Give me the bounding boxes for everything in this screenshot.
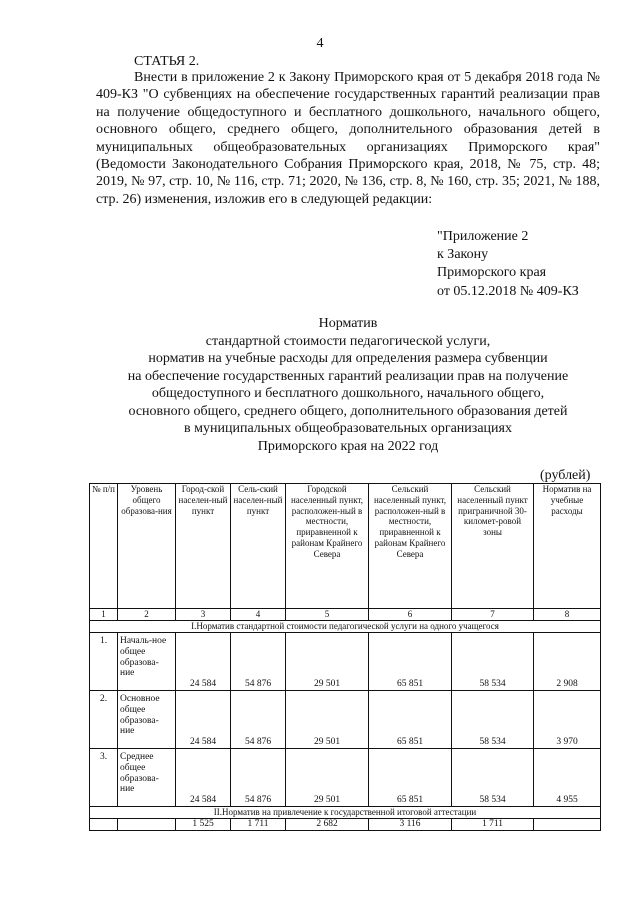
column-number: 6: [369, 609, 452, 621]
value-cell: 29 501: [286, 691, 369, 749]
section-row: [90, 621, 601, 633]
document-heading: [96, 315, 600, 455]
value-cell: 3 116: [369, 819, 452, 831]
appendix-line: Приморского края: [437, 265, 547, 281]
value-cell: 3 970: [534, 691, 601, 749]
appendix-line: от 05.12.2018 № 409-КЗ: [437, 283, 579, 299]
header-cell: Город-ской населен-ный пункт: [176, 484, 231, 609]
header-cell: Сельский населенный пункт, расположен-ный в местности, приравненной к районам Крайнего Севера: [369, 484, 452, 609]
section-row: [90, 807, 601, 819]
education-level: Среднее общее образова-ние: [118, 749, 176, 807]
heading-line: основного общего, среднего общего, дополнительного образования детей: [128, 403, 568, 419]
header-cell: Уровень общего образова-ния: [118, 484, 176, 609]
heading-line: в муниципальных общеобразовательных организациях: [184, 421, 512, 436]
header-cell: Городской населенный пункт, расположен-ный в местности, приравненной к районам Крайнего Севера: [286, 484, 369, 609]
heading-title: Норматив: [318, 316, 378, 331]
value-cell: 65 851: [369, 749, 452, 807]
header-cell: Норматив на учебные расходы: [534, 484, 601, 609]
value-cell: [534, 819, 601, 831]
table-row: [90, 633, 601, 691]
value-cell: 2 682: [286, 819, 369, 831]
heading-line: норматив на учебные расходы для определения размера субвенции: [148, 351, 548, 366]
appendix-line: к Закону: [437, 247, 489, 263]
column-number: 8: [534, 609, 601, 621]
heading-line: общедоступного и бесплатного дошкольного, начального общего,: [151, 386, 545, 401]
column-number: 5: [286, 609, 369, 621]
heading-line: Приморского края на 2022 год: [257, 438, 439, 454]
article-title: СТАТЬЯ 2.: [134, 54, 200, 69]
value-cell: 24 584: [176, 749, 231, 807]
section-title: I.Норматив стандартной стоимости педагогической услуги на одного учащегося: [90, 621, 601, 633]
value-cell: 1 711: [452, 819, 534, 831]
row-number: 3.: [90, 749, 118, 807]
value-cell: 65 851: [369, 633, 452, 691]
table-row: [90, 819, 601, 831]
header-cell: Сельский населенный пункт приграничной 30-километ-ровой зоны: [452, 484, 534, 609]
column-number: 4: [231, 609, 286, 621]
appendix-reference: [437, 228, 579, 301]
value-cell: 4 955: [534, 749, 601, 807]
column-number: 7: [452, 609, 534, 621]
norms-table: [89, 483, 601, 831]
table-header-row: [90, 484, 601, 609]
heading-line: на обеспечение государственных гарантий реализации прав на получение: [127, 368, 569, 384]
value-cell: 1 525: [176, 819, 231, 831]
section-title: II.Норматив на привлечение к государственной итоговой аттестации: [90, 807, 601, 819]
header-cell: Сель-ский населен-ный пункт: [231, 484, 286, 609]
row-number: 1.: [90, 633, 118, 691]
value-cell: 24 584: [176, 691, 231, 749]
value-cell: 29 501: [286, 633, 369, 691]
education-level: Основное общее образова-ние: [118, 691, 176, 749]
column-number: 1: [90, 609, 118, 621]
column-number: 2: [118, 609, 176, 621]
value-cell: 54 876: [231, 691, 286, 749]
value-cell: 24 584: [176, 633, 231, 691]
page-number: 4: [316, 36, 324, 51]
units-label: (рублей): [540, 468, 591, 483]
column-number: 3: [176, 609, 231, 621]
value-cell: 1 711: [231, 819, 286, 831]
value-cell: 58 534: [452, 633, 534, 691]
row-number: [90, 819, 118, 831]
education-level: [118, 819, 176, 831]
table-row: [90, 749, 601, 807]
value-cell: 58 534: [452, 749, 534, 807]
value-cell: 2 908: [534, 633, 601, 691]
heading-line: стандартной стоимости педагогической услуги,: [205, 333, 491, 349]
education-level: Началь-ное общее образова-ние: [118, 633, 176, 691]
value-cell: 54 876: [231, 633, 286, 691]
table-row: [90, 691, 601, 749]
value-cell: 54 876: [231, 749, 286, 807]
row-number: 2.: [90, 691, 118, 749]
value-cell: 65 851: [369, 691, 452, 749]
header-cell: № п/п: [90, 484, 118, 609]
column-number-row: [90, 609, 601, 621]
value-cell: 29 501: [286, 749, 369, 807]
intro-paragraph: Внести в приложение 2 к Закону Приморского края от 5 декабря 2018 года № 409-КЗ "О субвенциях на обеспечение государственных гарантий реализации прав на получение общедоступного и бесплатного дошкольного, начального общего, основного общего, среднего общего, дополнительного образования детей в муниципальных общеобразовательных организациях Приморского края" (Ведомости Законодательного Собрания Приморского края, 2018, № 75, стр. 48; 2019, № 97, стр. 10, № 116, стр. 71; 2020, № 136, стр. 8, № 160, стр. 35; 2021, № 188, стр. 26) изменения, изложив его в следующей редакции:: [96, 70, 600, 207]
value-cell: 58 534: [452, 691, 534, 749]
appendix-line: "Приложение 2: [437, 229, 529, 244]
